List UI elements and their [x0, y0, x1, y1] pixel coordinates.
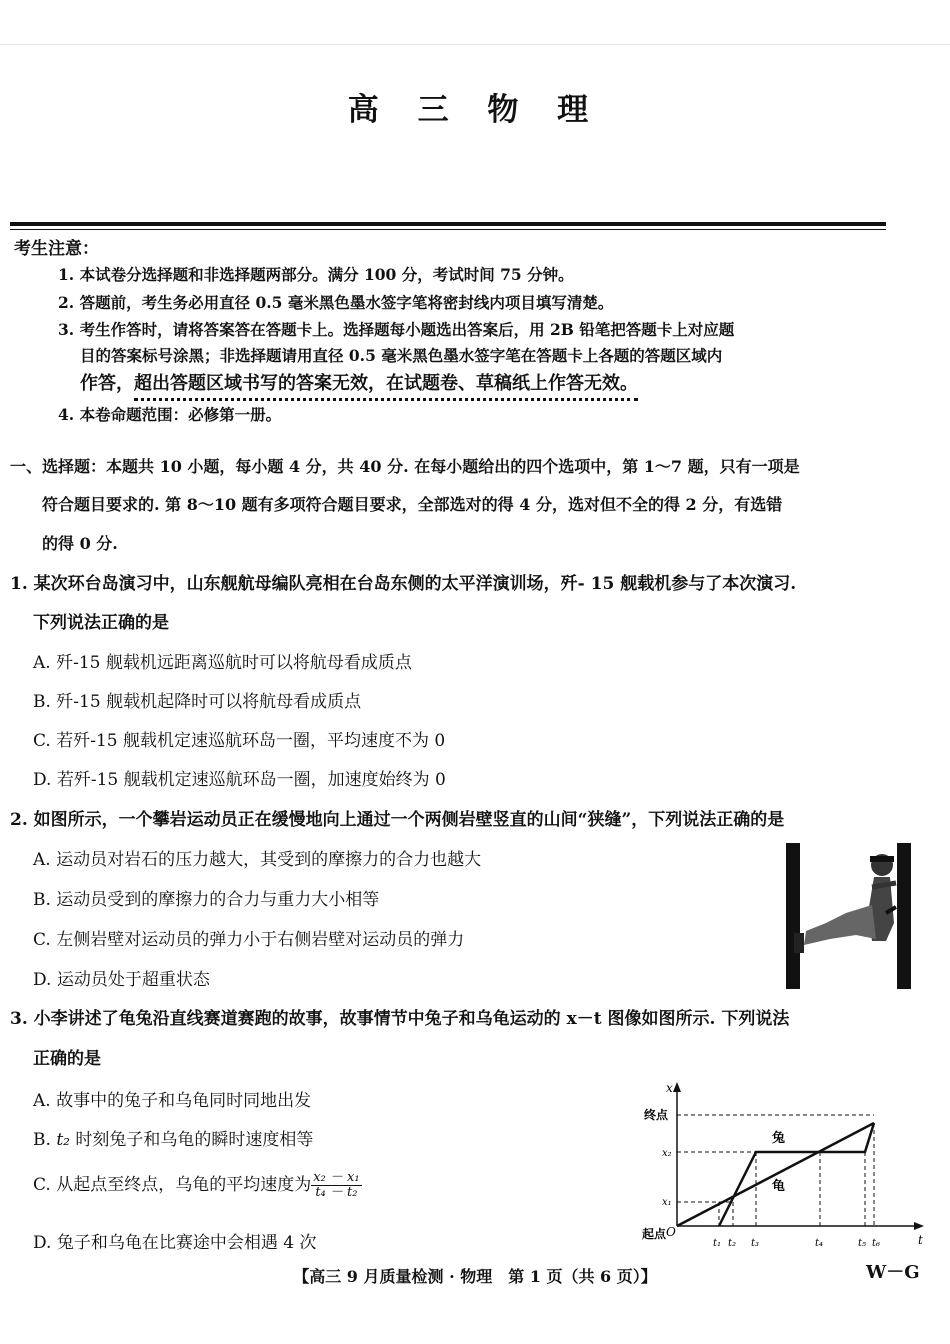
question-1-stem: 下列说法正确的是 [33, 613, 169, 633]
start-label: 起点 [642, 1227, 667, 1241]
option-c-text: C. 从起点至终点，乌龟的平均速度为 [33, 1175, 312, 1195]
notice-item: 2. 答题前，考生务必用直径 0.5 毫米黑色墨水签字笔将密封线内项目填写清楚。 [58, 293, 614, 312]
top-border [0, 44, 950, 45]
x-axis-arrow [914, 1222, 924, 1230]
climber-figure [786, 843, 911, 989]
x2-label: x₂ [662, 1148, 672, 1159]
option-b-text: 时刻兔子和乌龟的瞬时速度相等 [75, 1130, 314, 1150]
fraction-denominator: t₄ － t₂ [315, 1185, 358, 1200]
notice-item [80, 369, 638, 395]
t6-label: t₆ [872, 1238, 881, 1249]
question-2-option-b: B. 运动员受到的摩擦力的合力与重力大小相等 [33, 890, 380, 910]
turtle-label: 龟 [772, 1179, 786, 1194]
t5-label: t₅ [858, 1238, 867, 1249]
paper-code: W－G [866, 1262, 920, 1283]
rabbit-label: 兔 [772, 1131, 786, 1146]
x1-label: x₁ [662, 1197, 672, 1208]
question-2-stem: 2. 如图所示，一个攀岩运动员正在缓慢地向上通过一个两侧岩壁竖直的山间“狭缝”，下列说法正确的是 [10, 810, 785, 830]
question-1-option-b: B. 歼-15 舰载机起降时可以将航母看成质点 [33, 692, 362, 712]
notice-item: 4. 本卷命题范围：必修第一册。 [58, 405, 282, 424]
section-instruction: 的得 0 分. [42, 534, 118, 553]
page-title: 高 三 物 理 [347, 92, 603, 128]
question-2-option-c: C. 左侧岩壁对运动员的弹力小于右侧岩壁对运动员的弹力 [33, 930, 465, 950]
question-3-option-c [33, 1170, 362, 1200]
fraction-numerator: x₂ － x₁ [313, 1170, 360, 1185]
question-3-option-d: D. 兔子和乌龟在比赛途中会相遇 4 次 [33, 1233, 317, 1253]
notice-item: 3. 考生作答时，请将答案答在答题卡上。选择题每小题选出答案后，用 2B 铅笔把答题卡上对应题 [58, 320, 735, 339]
finish-label: 终点 [644, 1108, 669, 1122]
question-1-stem: 1. 某次环台岛演习中，山东舰航母编队亮相在台岛东侧的太平洋演训场，歼- 15 舰载机参与了本次演习. [10, 574, 797, 594]
option-b-variable: t₂ [56, 1130, 70, 1150]
t4-label: t₄ [815, 1238, 824, 1249]
notice-emphasis: 超出答题区域书写的答案无效，在试题卷、草稿纸上作答无效。 [134, 373, 638, 401]
y-axis-arrow [673, 1082, 681, 1092]
question-3-stem: 3. 小李讲述了龟兔沿直线赛道赛跑的故事，故事情节中兔子和乌龟运动的 x－t 图像如图所示. 下列说法 [10, 1009, 790, 1029]
question-1-option-a: A. 歼-15 舰载机远距离巡航时可以将航母看成质点 [33, 653, 412, 673]
question-1-option-c: C. 若歼-15 舰载机定速巡航环岛一圈，平均速度不为 0 [33, 731, 446, 751]
page-footer: 【高三 9 月质量检测 · 物理 第 1 页（共 6 页）】 [293, 1267, 657, 1286]
question-3-stem: 正确的是 [33, 1049, 101, 1069]
question-3-option-b [33, 1125, 313, 1150]
divider-thick [10, 222, 886, 226]
divider-thin [10, 229, 886, 230]
t1-label: t₁ [713, 1238, 722, 1249]
option-b-label: B. [33, 1130, 51, 1150]
average-velocity-fraction [311, 1171, 361, 1200]
x-axis-label: t [918, 1233, 923, 1247]
xt-graph [640, 1078, 930, 1258]
y-axis-label: x [666, 1081, 673, 1095]
notice-item: 目的答案标号涂黑；非选择题请用直径 0.5 毫米黑色墨水签字笔在答题卡上各题的答题区域内 [80, 346, 723, 365]
notice-item: 1. 本试卷分选择题和非选择题两部分。满分 100 分，考试时间 75 分钟。 [58, 265, 574, 284]
question-2-option-d: D. 运动员处于超重状态 [33, 970, 210, 990]
t2-label: t₂ [728, 1238, 737, 1249]
origin-label: O [666, 1225, 676, 1239]
section-instruction: 一、选择题：本题共 10 小题，每小题 4 分，共 40 分. 在每小题给出的四个选项中，第 1～7 题，只有一项是 [10, 457, 800, 476]
question-1-option-d: D. 若歼-15 舰载机定速巡航环岛一圈，加速度始终为 0 [33, 770, 446, 790]
notice-heading: 考生注意： [14, 239, 99, 259]
t3-label: t₃ [751, 1238, 760, 1249]
question-3-option-a: A. 故事中的兔子和乌龟同时同地出发 [33, 1091, 312, 1111]
rabbit-line [719, 1123, 874, 1226]
question-2-option-a: A. 运动员对岩石的压力越大，其受到的摩擦力的合力也越大 [33, 850, 482, 870]
notice-item-prefix: 作答， [80, 373, 134, 394]
section-instruction: 符合题目要求的. 第 8～10 题有多项符合题目要求，全部选对的得 4 分，选对但不全的得 2 分，有选错 [42, 495, 783, 514]
